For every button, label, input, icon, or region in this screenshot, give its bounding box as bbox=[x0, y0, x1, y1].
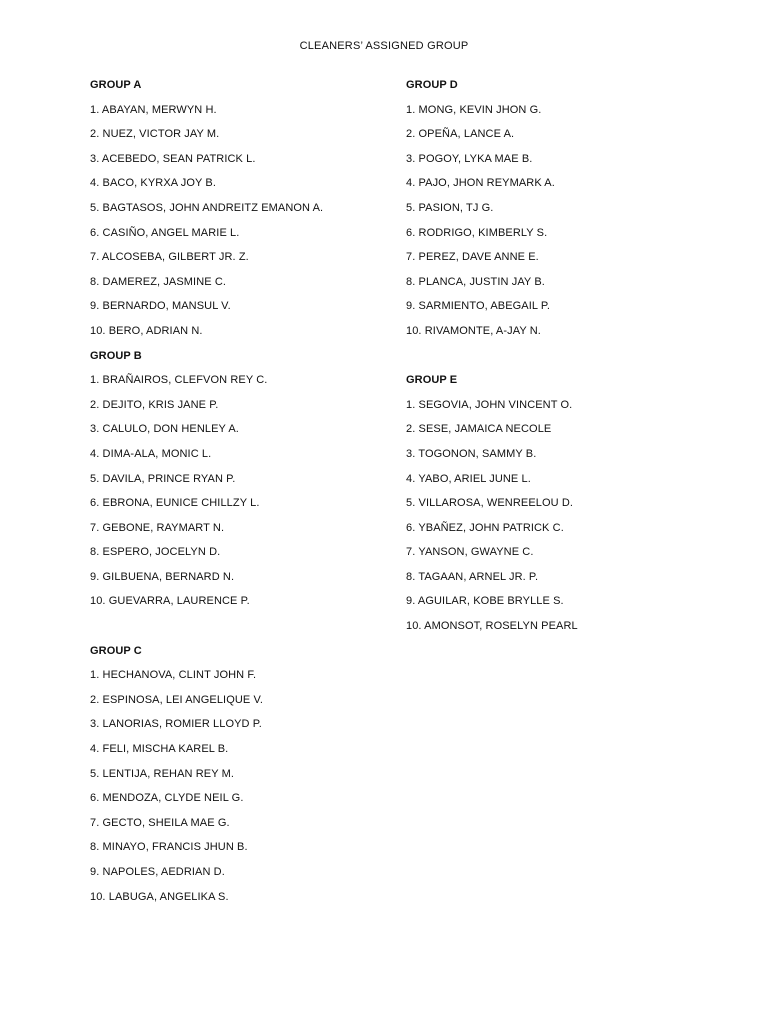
group-a-member: 6. CASIÑO, ANGEL MARIE L. bbox=[90, 226, 240, 239]
group-d-member: 4. PAJO, JHON REYMARK A. bbox=[406, 177, 555, 190]
group-b-member: 7. GEBONE, RAYMART N. bbox=[90, 521, 225, 534]
right-column bbox=[406, 73, 706, 639]
group-c-member: 2. ESPINOSA, LEI ANGELIQUE V. bbox=[90, 693, 264, 706]
group-d-member: 3. POGOY, LYKA MAE B. bbox=[406, 152, 533, 165]
group-a-member: 1. ABAYAN, MERWYN H. bbox=[90, 103, 217, 116]
group-a-member: 8. DAMEREZ, JASMINE C. bbox=[90, 275, 227, 288]
group-e-member: 9. AGUILAR, KOBE BRYLLE S. bbox=[406, 595, 564, 608]
group-d-member: 8. PLANCA, JUSTIN JAY B. bbox=[406, 275, 545, 288]
group-e-heading: GROUP E bbox=[406, 374, 458, 387]
group-b-heading: GROUP B bbox=[90, 349, 142, 362]
group-b-member: 8. ESPERO, JOCELYN D. bbox=[90, 546, 221, 559]
group-c-member: 4. FELI, MISCHA KAREL B. bbox=[90, 743, 229, 756]
group-d-member: 6. RODRIGO, KIMBERLY S. bbox=[406, 226, 548, 239]
group-b-member: 10. GUEVARRA, LAURENCE P. bbox=[90, 595, 250, 608]
group-b-member: 3. CALULO, DON HENLEY A. bbox=[90, 423, 239, 436]
group-e-member: 10. AMONSOT, ROSELYN PEARL bbox=[406, 620, 578, 633]
group-e-member: 5. VILLAROSA, WENREELOU D. bbox=[406, 497, 574, 510]
group-a-member: 2. NUEZ, VICTOR JAY M. bbox=[90, 128, 220, 141]
left-column bbox=[90, 73, 390, 909]
group-a-member: 5. BAGTASOS, JOHN ANDREITZ EMANON A. bbox=[90, 201, 324, 214]
group-e-member: 8. TAGAAN, ARNEL JR. P. bbox=[406, 570, 539, 583]
group-b-member: 9. GILBUENA, BERNARD N. bbox=[90, 570, 235, 583]
group-b-member: 1. BRAÑAIROS, CLEFVON REY C. bbox=[90, 374, 268, 387]
group-c-member: 9. NAPOLES, AEDRIAN D. bbox=[90, 866, 225, 878]
group-a-member: 10. BERO, ADRIAN N. bbox=[90, 324, 203, 337]
group-d-member: 2. OPEÑA, LANCE A. bbox=[406, 128, 515, 141]
group-e-member: 4. YABO, ARIEL JUNE L. bbox=[406, 472, 531, 485]
group-a-member: 4. BACO, KYRXA JOY B. bbox=[90, 177, 217, 190]
group-e-member: 7. YANSON, GWAYNE C. bbox=[406, 546, 534, 559]
group-c-heading: GROUP C bbox=[90, 644, 142, 657]
group-spacer bbox=[406, 344, 706, 369]
group-b-member: 5. DAVILA, PRINCE RYAN P. bbox=[90, 472, 236, 485]
group-d-member: 7. PEREZ, DAVE ANNE E. bbox=[406, 251, 539, 264]
group-d-member: 5. PASION, TJ G. bbox=[406, 201, 494, 214]
group-a-member: 3. ACEBEDO, SEAN PATRICK L. bbox=[90, 152, 256, 165]
group-b-member: 6. EBRONA, EUNICE CHILLZY L. bbox=[90, 497, 260, 510]
group-c-member: 1. HECHANOVA, CLINT JOHN F. bbox=[90, 669, 257, 682]
group-d-member: 9. SARMIENTO, ABEGAIL P. bbox=[406, 300, 551, 313]
group-d-member: 1. MONG, KEVIN JHON G. bbox=[406, 103, 542, 116]
group-b-member: 2. DEJITO, KRIS JANE P. bbox=[90, 398, 219, 411]
group-e-member: 3. TOGONON, SAMMY B. bbox=[406, 447, 537, 460]
group-a-heading: GROUP A bbox=[90, 79, 142, 91]
group-spacer bbox=[90, 614, 390, 639]
group-d-heading: GROUP D bbox=[406, 79, 458, 91]
group-c-member: 3. LANORIAS, ROMIER LLOYD P. bbox=[90, 718, 262, 731]
group-e-member: 6. YBAÑEZ, JOHN PATRICK C. bbox=[406, 521, 564, 534]
group-d-member: 10. RIVAMONTE, A-JAY N. bbox=[406, 324, 541, 337]
group-a-member: 7. ALCOSEBA, GILBERT JR. Z. bbox=[90, 251, 249, 264]
group-b-member: 4. DIMA-ALA, MONIC L. bbox=[90, 447, 212, 460]
group-e-member: 1. SEGOVIA, JOHN VINCENT O. bbox=[406, 398, 573, 411]
group-c-member: 7. GECTO, SHEILA MAE G. bbox=[90, 816, 230, 829]
group-a-member: 9. BERNARDO, MANSUL V. bbox=[90, 300, 231, 313]
group-c-member: 6. MENDOZA, CLYDE NEIL G. bbox=[90, 792, 244, 805]
document-title: CLEANERS’ ASSIGNED GROUP bbox=[299, 40, 469, 52]
group-c-member: 5. LENTIJA, REHAN REY M. bbox=[90, 767, 235, 780]
group-c-member: 8. MINAYO, FRANCIS JHUN B. bbox=[90, 841, 248, 854]
group-e-member: 2. SESE, JAMAICA NECOLE bbox=[406, 423, 552, 436]
group-c-member: 10. LABUGA, ANGELIKA S. bbox=[90, 890, 229, 903]
